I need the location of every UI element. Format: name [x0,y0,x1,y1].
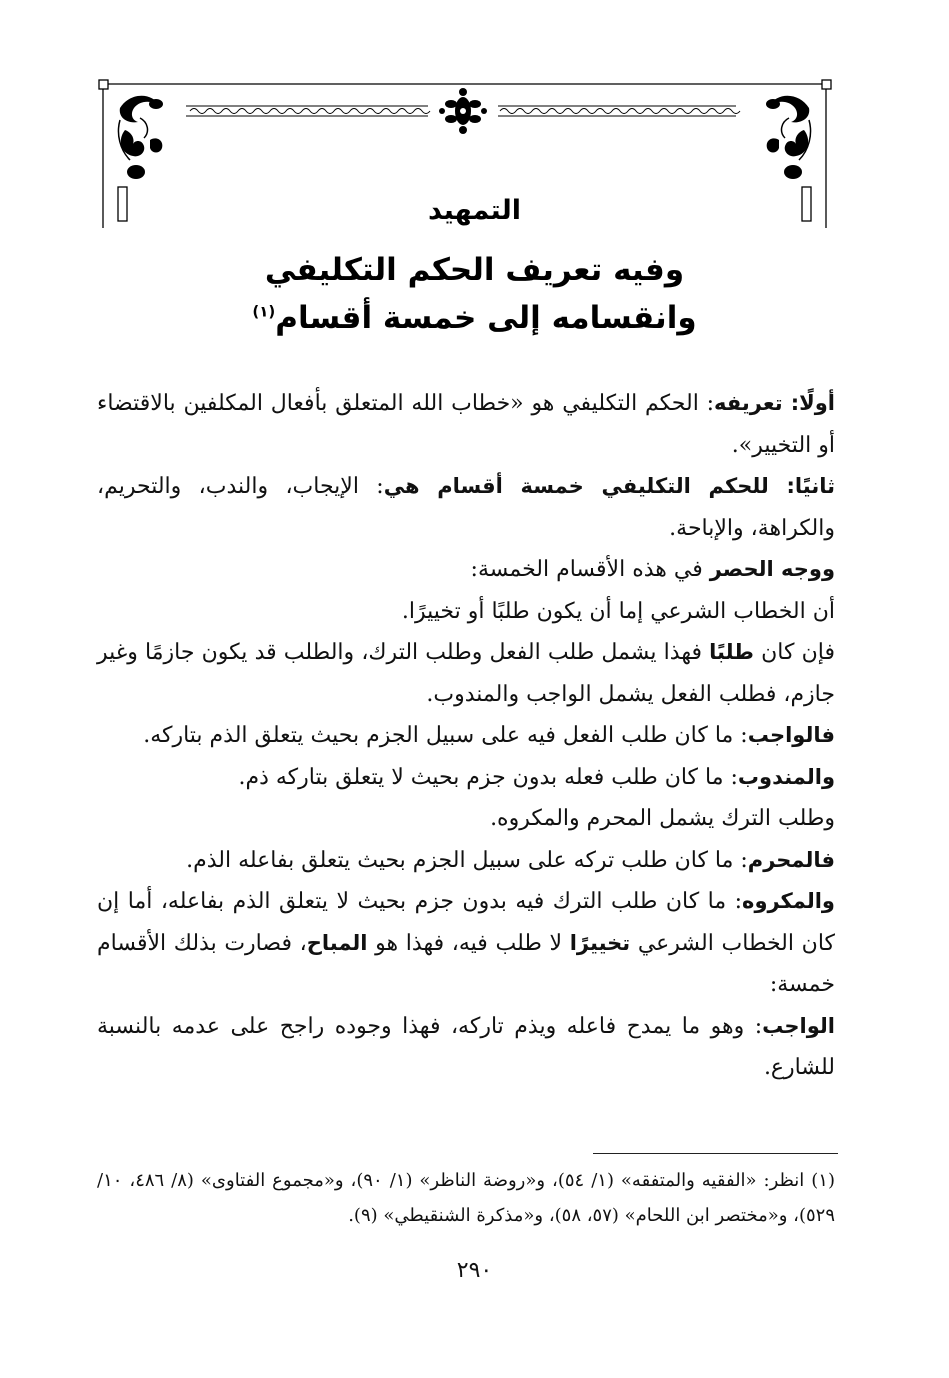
lead-term: طلبًا [709,640,754,664]
lead-term: ووجه الحصر [709,557,835,581]
footnote-marker: (١) [252,302,276,321]
paragraph-text: في هذه الأقسام الخمسة: [470,557,710,582]
chapter-subtitle-line1: وفيه تعريف الحكم التكليفي [264,252,685,288]
footnote-divider [593,1153,838,1154]
paragraph-wajib [97,1006,835,1089]
paragraph-text: فإن كان [753,640,835,665]
paragraph-text: : ما كان طلب فعله بدون جزم بحيث لا يتعلق بتاركه ذم. [238,764,738,790]
paragraph-discourse [97,591,835,633]
lead-term: والمكروه [742,889,835,913]
footnote-item: (١) انظر: «الفقيه والمتفقه» (١/ ٥٤)، و«روضة الناظر» (١/ ٩٠)، و«مجموع الفتاوى» (٨/ ٤٨٦، ١٠/ ٥٢٩)، و«مختصر ابن اللحام» (٥٧، ٥٨)، و«مذكرة الشنقيطي» (٩). [97,1170,835,1226]
page-number: ٢٩٠ [456,1258,493,1283]
chapter-subtitle-line2 [0,300,949,336]
paragraph-text: : وهو ما يمدح فاعله ويذم تاركه، فهذا وجوده راجح على عدمه بالنسبة للشارع. [97,1013,835,1080]
paragraph-definition [97,383,835,466]
paragraph-text: : الحكم التكليفي هو «خطاب الله المتعلق بأفعال المكلفين بالاقتضاء أو التخيير». [97,391,835,458]
paragraph-text: ، فصارت بذلك الأقسام خمسة: [97,930,835,997]
lead-term: تخييرًا [569,930,631,955]
paragraph-text: : الإيجاب، والندب، والتحريم، والكراهة، والإباحة. [97,474,835,541]
lead-term: فالواجب [747,723,835,747]
paragraph-text: أن الخطاب الشرعي إما أن يكون طلبًا أو تخييرًا. [401,598,835,624]
lead-term: أولًا: تعريفه [714,391,835,415]
paragraph-text: لا طلب فيه، فهذا هو [367,930,570,956]
chapter-title: التمهيد [428,195,521,226]
body-text [97,383,835,1089]
lead-term: المباح [306,930,368,955]
paragraph-text: : ما كان طلب الفعل فيه على سبيل الجزم بحيث يتعلق الذم بتاركه. [143,723,748,748]
paragraph-recommended [97,757,835,799]
paragraph-text: : ما كان طلب الترك فيه بدون جزم بحيث لا يتعلق الذم بفاعله، أما إن كان الخطاب الشرعي [97,889,835,956]
lead-term: ثانيًا: للحكم التكليفي خمسة أقسام هي [383,474,835,498]
paragraph-abstention [97,798,835,840]
paragraph-obligatory [97,715,835,757]
paragraph-disliked [97,881,835,1006]
paragraph-forbidden [97,840,835,882]
paragraph-text: فهذا يشمل طلب الفعل وطلب الترك، والطلب قد يكون جازمًا وغير جازم، فطلب الفعل يشمل الواجب والمندوب. [97,640,835,707]
paragraph-text: : ما كان طلب تركه على سبيل الجزم بحيث يتعلق بفاعله الذم. [186,847,748,873]
paragraph-divisions [97,466,835,549]
subtitle-text: وانقسامه إلى خمسة أقسام [275,300,697,336]
lead-term: الواجب [762,1013,835,1038]
lead-term: والمندوب [737,764,835,789]
lead-term: فالمحرم [747,847,835,872]
paragraph-request [97,632,835,715]
footnotes [97,1163,835,1233]
paragraph-restriction [97,549,835,591]
paragraph-text: وطلب الترك يشمل المحرم والمكروه. [490,806,835,831]
